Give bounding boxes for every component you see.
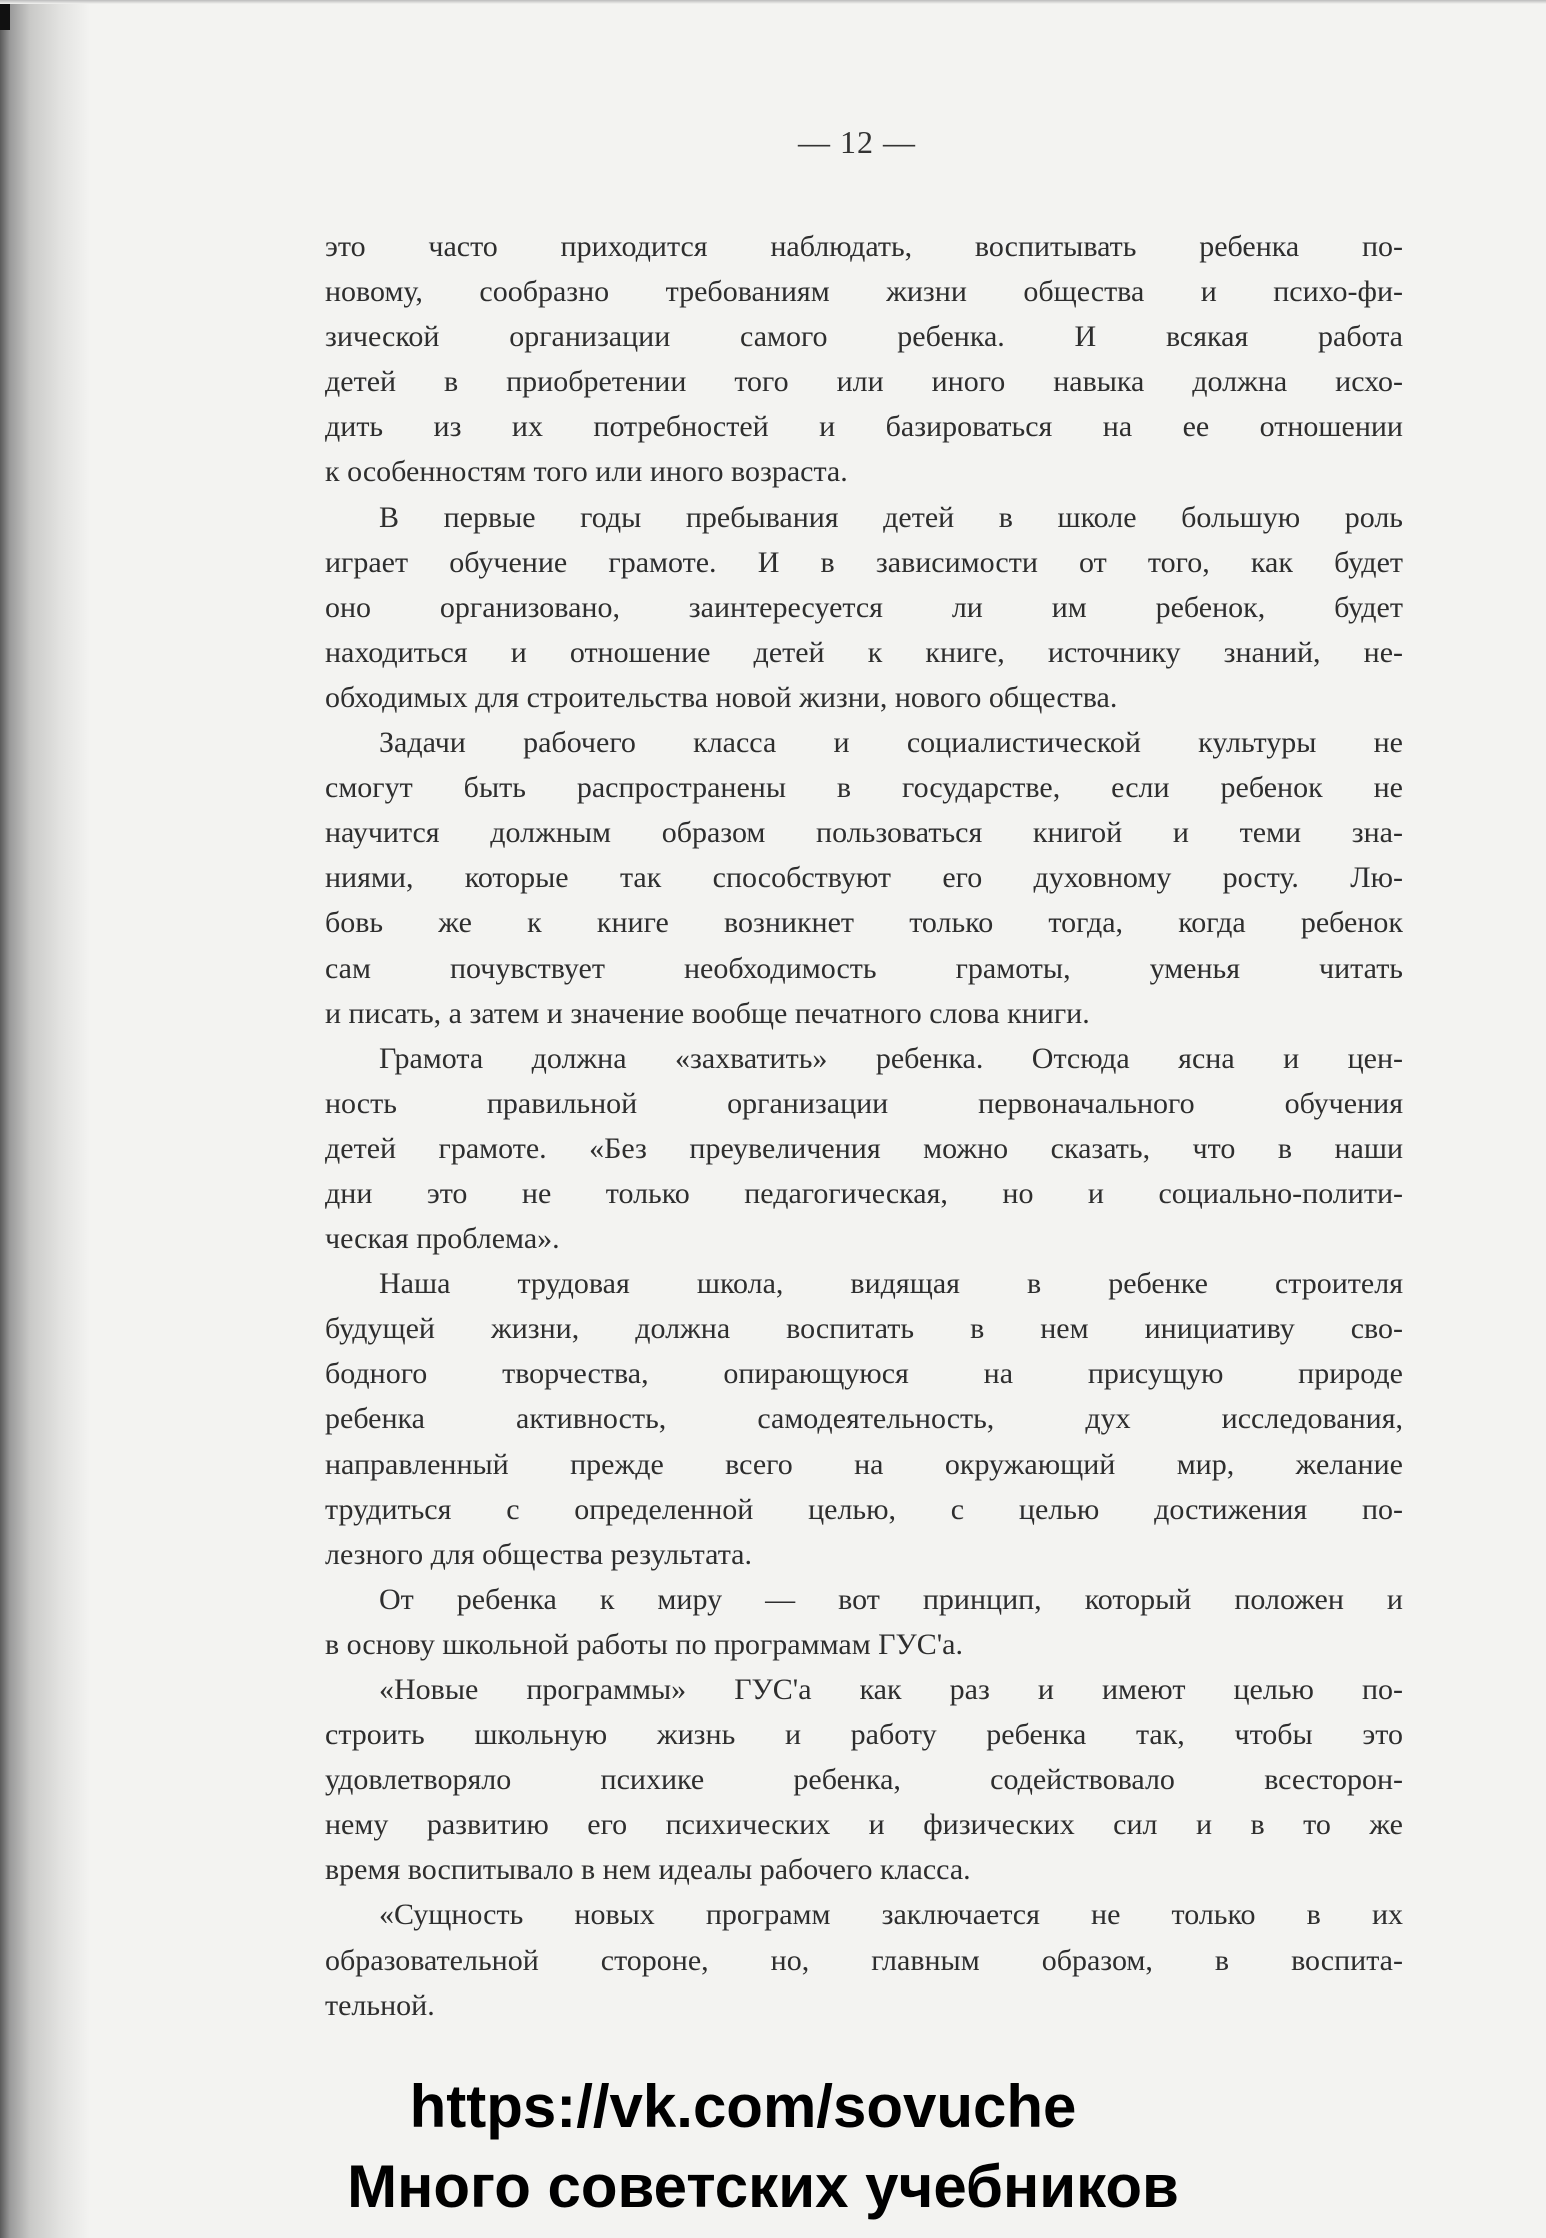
text-line: Наша трудовая школа, видящая в ребенке строителя: [379, 1267, 1403, 1301]
text-line: удовлетворяло психике ребенка, содействовало всесторон-: [325, 1763, 1403, 1797]
paragraph: [325, 1892, 1403, 2027]
text-line: Задачи рабочего класса и социалистической культуры не: [379, 726, 1403, 760]
text-line: время воспитывало в нем идеалы рабочего класса.: [325, 1853, 971, 1887]
text-line: лезного для общества результата.: [325, 1537, 752, 1571]
text-line: это часто приходится наблюдать, воспитывать ребенка по-: [325, 230, 1403, 263]
text-line: образовательной стороне, но, главным образом, в воспита-: [325, 1943, 1403, 1977]
text-line: смогут быть распространены в государстве, если ребенок не: [325, 771, 1403, 805]
text-line: «Сущность новых программ заключается не только в их: [379, 1898, 1403, 1932]
text-line: дни это не только педагогическая, но и социально-полити-: [325, 1176, 1403, 1210]
text-line: строить школьную жизнь и работу ребенка так, чтобы это: [325, 1718, 1403, 1752]
text-line: «Новые программы» ГУС'а как раз и имеют целью по-: [379, 1673, 1403, 1706]
text-line: трудиться с определенной целью, с целью достижения по-: [325, 1492, 1403, 1526]
text-line: сам почувствует необходимость грамоты, уменья читать: [325, 951, 1403, 985]
text-line: обходимых для строительства новой жизни, нового общества.: [325, 680, 1118, 714]
text-line: ниями, которые так способствуют его духовному росту. Лю-: [325, 861, 1403, 895]
text-line: к особенностям того или иного возраста.: [325, 455, 848, 489]
text-line: детей грамоте. «Без преувеличения можно сказать, что в наши: [325, 1131, 1403, 1165]
text-line: играет обучение грамоте. И в зависимости от того, как будет: [325, 545, 1403, 579]
text-line: зической организации самого ребенка. И всякая работа: [325, 320, 1403, 354]
scan-corner: [0, 0, 10, 30]
text-line: бодного творчества, опирающуюся на присущую природе: [325, 1357, 1403, 1391]
text-line: детей в приобретении того или иного навыка должна исхо-: [325, 365, 1403, 399]
text-line: и писать, а затем и значение вообще печатного слова книги.: [325, 996, 1090, 1030]
scan-edge: [0, 0, 90, 2238]
text-line: дить из их потребностей и базироваться на ее отношении: [325, 410, 1403, 444]
text-line: Грамота должна «захватить» ребенка. Отсюда ясна и цен-: [379, 1041, 1403, 1075]
watermark-url: https://vk.com/sovuche: [409, 2073, 1077, 2140]
text-line: направленный прежде всего на окружающий мир, желание: [325, 1447, 1403, 1481]
page-number: — 12 —: [798, 124, 916, 160]
paragraph: [325, 1667, 1403, 1892]
scan-top-edge: [0, 0, 1546, 4]
text-line: ребенка активность, самодеятельность, дух исследования,: [325, 1402, 1403, 1436]
text-line: новому, сообразно требованиям жизни общества и психо-фи-: [325, 275, 1403, 309]
text-line: бовь же к книге возникнет только тогда, когда ребенок: [325, 906, 1403, 940]
paragraph: [325, 1036, 1403, 1261]
text-line: От ребенка к миру — вот принцип, который положен и: [379, 1582, 1403, 1616]
text-line: научится должным образом пользоваться книгой и теми зна-: [325, 816, 1403, 850]
paragraph: [325, 495, 1403, 720]
text-line: тельной.: [325, 1988, 435, 2022]
text-line: будущей жизни, должна воспитать в нем инициативу сво-: [325, 1312, 1403, 1346]
text-line: нему развитию его психических и физических сил и в то же: [325, 1808, 1403, 1842]
watermark-tagline: Много советских учебников: [347, 2153, 1179, 2220]
paragraph: [325, 224, 1403, 495]
text-line: ность правильной организации первоначального обучения: [325, 1086, 1403, 1120]
paragraph: [325, 720, 1403, 1036]
text-line: оно организовано, заинтересуется ли им ребенок, будет: [325, 590, 1403, 624]
text-line: в основу школьной работы по программам ГУС'а.: [325, 1627, 963, 1661]
text-line: ческая проблема».: [325, 1222, 560, 1256]
text-line: В первые годы пребывания детей в школе большую роль: [379, 500, 1403, 534]
paragraph: [325, 1577, 1403, 1667]
paragraph: [325, 1261, 1403, 1577]
text-line: находиться и отношение детей к книге, источнику знаний, не-: [325, 635, 1403, 669]
body-text: [325, 224, 1403, 2028]
